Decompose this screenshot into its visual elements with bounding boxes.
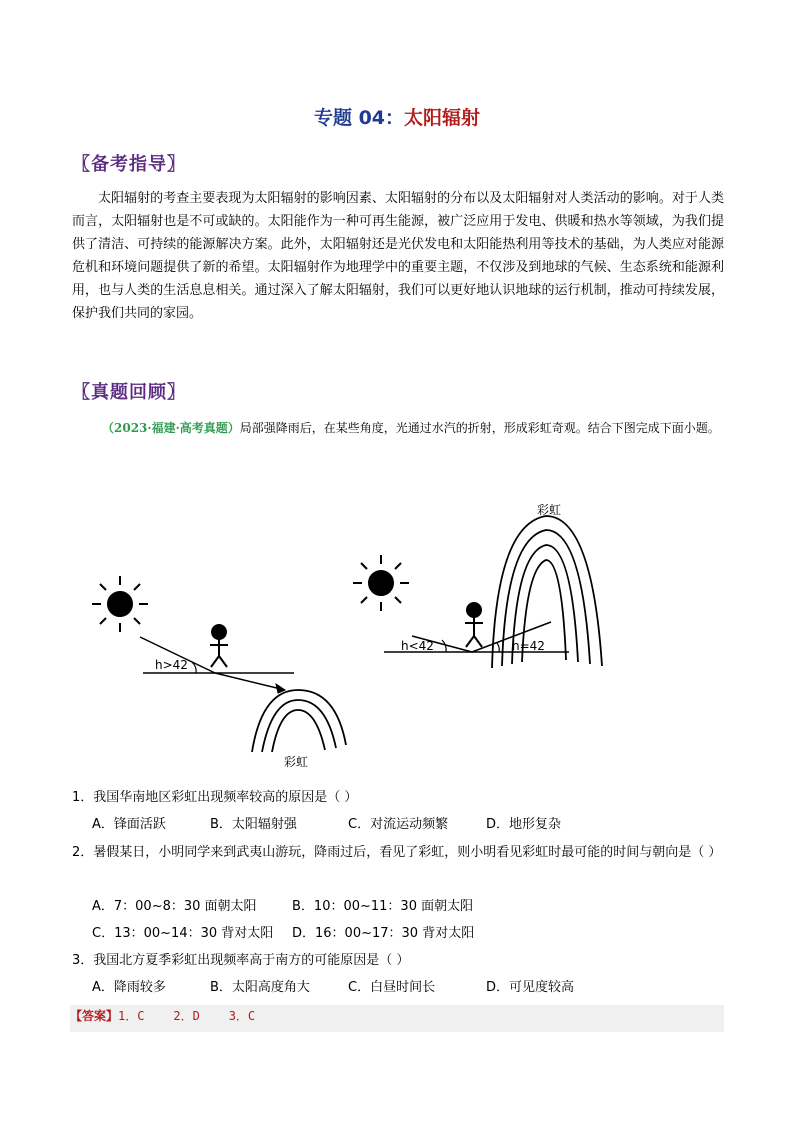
q1-option-d[interactable]: D．地形复杂 <box>486 817 562 832</box>
answer-bar <box>70 1005 724 1032</box>
q1-option-b[interactable]: B．太阳辐射强 <box>210 817 297 832</box>
rainbow-figure <box>0 490 794 780</box>
answer-label: 【答案】 <box>70 1009 119 1023</box>
question-3-options <box>92 974 722 1001</box>
question-2-stem: 2．暑假某日，小明同学来到武夷山游玩，降雨过后，看见了彩虹，则小明看见彩虹时最可能的时间与朝向是（ ） <box>72 845 722 860</box>
person-icon-left <box>210 625 228 667</box>
source-tag: （2023·福建·高考真题） <box>102 421 240 435</box>
reflected-ray-left <box>215 673 285 690</box>
source-text: 局部强降雨后，在某些角度，光通过水汽的折射，形成彩虹奇观。结合下图完成下面小题。 <box>239 421 720 435</box>
angle-arc-right-1 <box>442 640 446 652</box>
angle-arc-right-2 <box>497 643 499 652</box>
angle-label-left: h>42 <box>155 658 188 672</box>
q2-option-c[interactable]: C．13：00~14：30 背对太阳 <box>92 926 274 941</box>
page-title <box>0 103 794 130</box>
question-1-stem: 1．我国华南地区彩虹出现频率较高的原因是（ ） <box>72 790 358 805</box>
person-icon-right <box>465 603 483 647</box>
q3-option-c[interactable]: C．白昼时间长 <box>348 980 436 995</box>
q2-option-d[interactable]: D．16：00~17：30 背对太阳 <box>292 926 475 941</box>
guide-heading: 〖备考指导〗 <box>72 154 186 175</box>
rainbow-right <box>492 516 602 668</box>
sun-icon-left <box>92 576 148 632</box>
q3-option-b[interactable]: B．太阳高度角大 <box>210 980 310 995</box>
answer-text: 1．C 2．D 3．C <box>118 1009 256 1023</box>
guide-paragraph: 太阳辐射的考查主要表现为太阳辐射的影响因素、太阳辐射的分布以及太阳辐射对人类活动的影响。对于人类而言，太阳辐射也是不可或缺的。太阳能作为一种可再生能源，被广泛应用于发电、供暖和热水等领域，为我们提供了清洁、可持续的能源解决方案。此外，太阳辐射还是光伏发电和太阳能热利用等技术的基础，为人类应对能源危机和环境问题提供了新的希望。太阳辐射作为地理学中的重要主题，不仅涉及到地球的气候、生态系统和能源利用，也与人类的生活息息相关。通过深入了解太阳辐射，我们可以更好地认识地球的运行机制，推动可持续发展，保护我们共同的家园。 <box>72 191 724 321</box>
rainbow-left <box>252 690 346 752</box>
q2-option-b[interactable]: B．10：00~11：30 面朝太阳 <box>292 899 474 914</box>
rainbow-caption-right: 彩虹 <box>537 503 562 517</box>
angle-label-right-1: h<42 <box>401 639 434 653</box>
rainbow-caption-left: 彩虹 <box>284 755 309 769</box>
q3-option-d[interactable]: D．可见度较高 <box>486 980 575 995</box>
q1-option-a[interactable]: A．锋面活跃 <box>92 817 166 832</box>
question-2-options-row2 <box>92 920 722 947</box>
q2-option-a[interactable]: A．7：00~8：30 面朝太阳 <box>92 899 257 914</box>
angle-label-right-2: h=42 <box>512 639 545 653</box>
title-topic: 太阳辐射 <box>404 107 481 129</box>
question-3-stem: 3．我国北方夏季彩虹出现频率高于南方的可能原因是（ ） <box>72 953 410 968</box>
question-source <box>72 416 724 440</box>
q3-option-a[interactable]: A．降雨较多 <box>92 980 166 995</box>
ray-arrow-left <box>276 684 285 693</box>
question-2-options-row1 <box>92 893 722 920</box>
title-prefix: 专题 04： <box>313 107 405 129</box>
question-1-options <box>92 811 722 838</box>
q1-option-c[interactable]: C．对流运动频繁 <box>348 817 449 832</box>
review-heading: 〖真题回顾〗 <box>72 382 186 403</box>
sun-icon-right <box>353 555 409 611</box>
